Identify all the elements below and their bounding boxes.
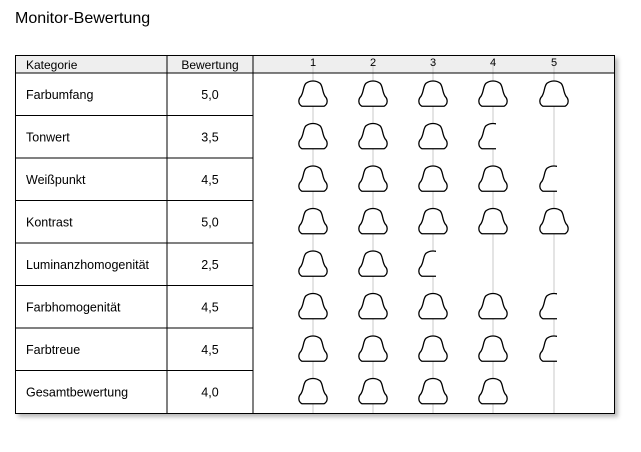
rating-icon [299,81,327,106]
rating-icon [359,166,387,191]
row-category-label: Tonwert [26,130,70,145]
row-category-label: Luminanzhomogenität [26,257,149,272]
scale-tick-label: 5 [550,57,558,69]
row-category-label: Weißpunkt [26,172,86,187]
rating-icon [359,124,387,149]
row-category-label: Kontrast [26,215,73,230]
rating-icon-half [540,166,568,191]
row-rating-value: 5,0 [201,87,219,102]
row-rating-value: 4,0 [201,385,219,400]
rating-icon [299,336,327,361]
rating-icon [359,209,387,234]
row-category-label: Farbumfang [26,87,94,102]
rating-icon [419,124,447,149]
row-category-label: Farbtreue [26,342,81,357]
row-rating-value: 5,0 [201,215,219,230]
scale-tick-label: 2 [369,57,377,69]
rating-icon [479,379,507,404]
rating-table-svg [16,56,614,413]
rating-icon [479,336,507,361]
rating-icon [359,251,387,276]
rating-icon-half [540,294,568,319]
rating-icon-half [479,124,507,149]
row-category-label: Farbhomogenität [26,300,121,315]
rating-icon-half [540,336,568,361]
row-rating-value: 4,5 [201,172,219,187]
column-header-category: Kategorie [26,58,78,72]
rating-icon [299,209,327,234]
rating-icon [419,294,447,319]
rating-icon [419,166,447,191]
rating-table-chart [15,55,615,414]
rating-icon [479,81,507,106]
row-rating-value: 4,5 [201,300,219,315]
rating-icon [540,209,568,234]
rating-icon [419,209,447,234]
rating-icon [359,81,387,106]
rating-icon [359,379,387,404]
rating-icon [359,294,387,319]
row-rating-value: 3,5 [201,130,219,145]
rating-icon [359,336,387,361]
scale-tick-label: 1 [309,57,317,69]
scale-tick-label: 3 [429,57,437,69]
rating-icon-half [419,251,447,276]
row-category-label: Gesamtbewertung [26,385,129,400]
page-title: Monitor-Bewertung [15,10,151,27]
rating-icon [299,166,327,191]
rating-icon [479,166,507,191]
row-rating-value: 2,5 [201,257,219,272]
rating-icon [479,209,507,234]
rating-icon [299,379,327,404]
rating-icon [299,251,327,276]
rating-icon [479,294,507,319]
rating-icon [419,379,447,404]
row-rating-value: 4,5 [201,342,219,357]
rating-icon [299,294,327,319]
scale-tick-label: 4 [489,57,497,69]
rating-icon [419,336,447,361]
rating-icon [540,81,568,106]
column-header-rating: Bewertung [181,58,239,72]
rating-icon [419,81,447,106]
rating-icon [299,124,327,149]
